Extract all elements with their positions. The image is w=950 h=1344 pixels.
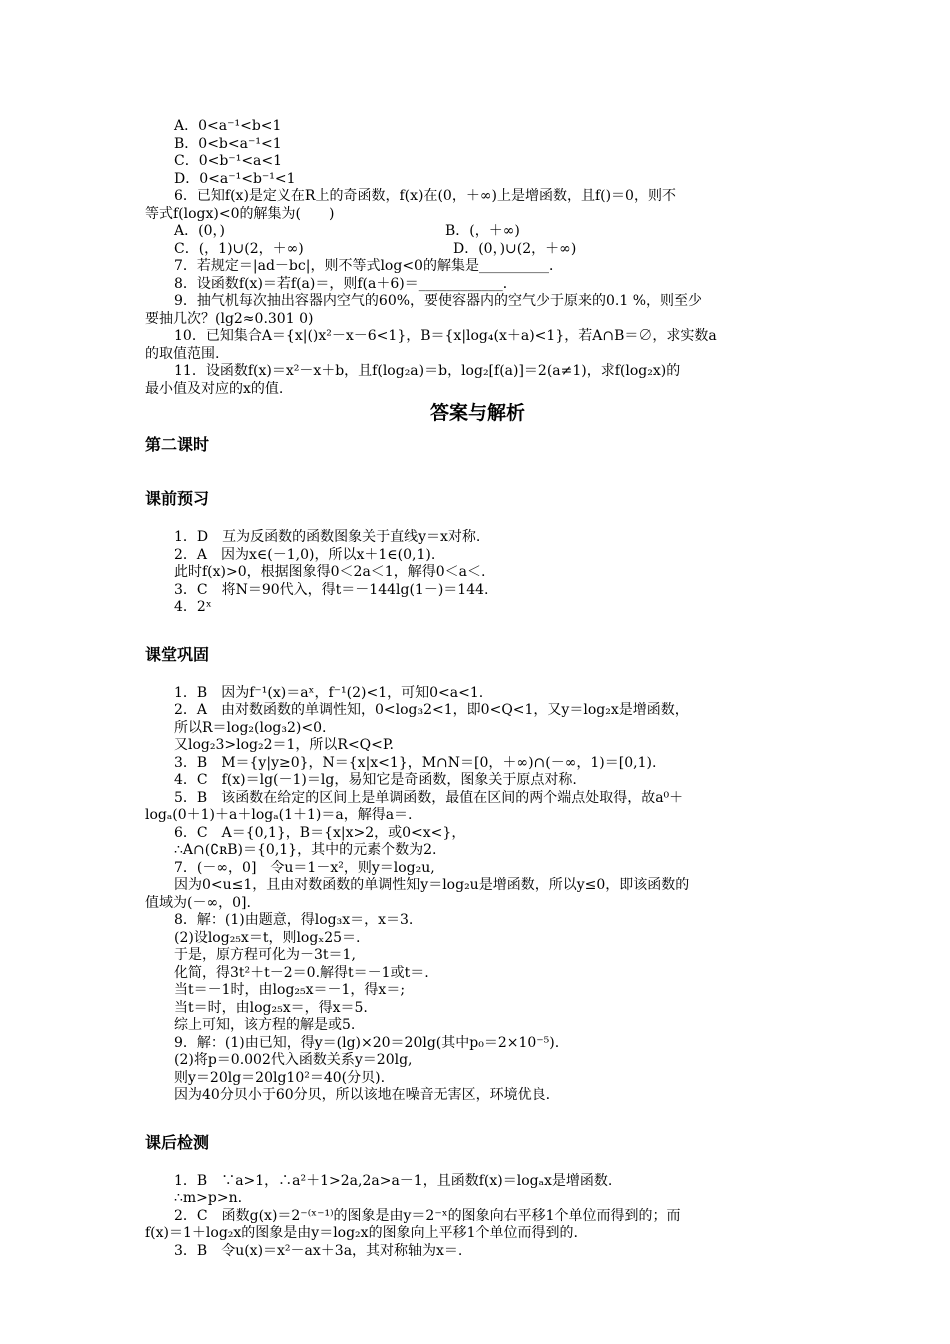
q9-cont: 要抽几次？(lg2≈0.301 0) xyxy=(145,310,314,327)
q6-option-d: D．(0，)∪(2，＋∞) xyxy=(453,240,577,257)
classroom-line: 4．C f(x)＝lg(－1)＝lg，易知它是奇函数，图象关于原点对称. xyxy=(174,772,577,788)
preview-line: 4．2ˣ xyxy=(174,599,212,615)
q6-option-a: A．(0，) xyxy=(174,223,225,239)
classroom-line: 9．解：(1)由已知，得y＝(lg)×20＝20lg(其中p₀＝2×10⁻⁵). xyxy=(174,1034,560,1051)
q5-option-d: D．0<a⁻¹<b⁻¹<1 xyxy=(174,170,296,187)
document-page xyxy=(145,118,810,1260)
q6-option-b: B．(，＋∞) xyxy=(445,223,520,239)
section-title-after-class: 课后检测 xyxy=(145,1132,210,1152)
preview-line: 3．C 将N＝90代入，得t＝－144lg(1－)＝144. xyxy=(174,581,489,598)
classroom-line: 7．(－∞，0] 令u＝1－x²，则y＝log₂u, xyxy=(174,859,435,876)
q6-options-row-2 xyxy=(145,241,810,259)
classroom-line: 综上可知，该方程的解是或5. xyxy=(174,1017,356,1033)
classroom-line: 所以R＝log₂(log₃2)<0. xyxy=(174,719,327,736)
answer-title: 答案与解析 xyxy=(429,402,525,424)
classroom-line: 于是，原方程可化为－3t＝1, xyxy=(174,947,356,963)
section-title-classroom: 课堂巩固 xyxy=(145,644,210,664)
q11-cont: 最小值及对应的x的值. xyxy=(145,380,284,397)
section-title-preview: 课前预习 xyxy=(145,489,210,508)
after-class-line: 2．C 函数g(x)＝2⁻⁽ˣ⁻¹⁾的图象是由y＝2⁻ˣ的图象向右平移1个单位而得到的；而 xyxy=(174,1207,681,1224)
after-class-line: f(x)＝1＋log₂x的图象是由y＝log₂x的图象向上平移1个单位而得到的. xyxy=(145,1225,578,1241)
classroom-line: (2)设log₂₅x＝t，则logₓ25＝. xyxy=(174,929,361,946)
preview-line: 此时f(x)>0，根据图象得0＜2a＜1，解得0＜a＜. xyxy=(174,564,486,580)
classroom-line: 1．B 因为f⁻¹(x)＝aˣ，f⁻¹(2)<1，可知0<a<1. xyxy=(174,684,484,701)
q7: 7．若规定＝|ad－bc|，则不等式log<0的解集是__________． xyxy=(174,258,563,274)
classroom-line: (2)将p＝0.002代入函数关系y＝20lg, xyxy=(174,1052,413,1068)
classroom-line: 3．B M＝{y|y≥0}，N＝{x|x<1}，M∩N＝[0，＋∞)∩(－∞，1)＝[0,1). xyxy=(174,754,657,771)
q6-option-c: C．(，1)∪(2，＋∞) xyxy=(174,240,304,257)
after-class-line: 1．B ∵a>1，∴a²＋1>2a,2a>a－1，且函数f(x)＝logₐx是增函数. xyxy=(174,1172,613,1189)
classroom-line: logₐ(0＋1)＋a＋logₐ(1＋1)＝a，解得a＝. xyxy=(145,807,413,823)
q5-option-b: B．0<b<a⁻¹<1 xyxy=(174,135,282,152)
preview-line: 1．D 互为反函数的函数图象关于直线y＝x对称. xyxy=(174,529,481,545)
classroom-line: 6．C A＝{0,1}，B＝{x|x>2，或0<x<}， xyxy=(174,824,466,841)
classroom-line: 8．解：(1)由题意，得log₃x＝，x＝3. xyxy=(174,912,414,928)
classroom-line: 又log₂3>log₂2＝1，所以R<Q<P. xyxy=(174,737,394,753)
q5-option-a: A．0<a⁻¹<b<1 xyxy=(174,118,282,134)
classroom-line: 2．A 由对数函数的单调性知，0<log₃2<1，即0<Q<1，又y＝log₂x是增函数， xyxy=(174,702,689,718)
q11: 11．设函数f(x)＝x²－x＋b，且f(log₂a)＝b，log₂[f(a)]＝2(a≠1)，求f(log₂x)的 xyxy=(174,363,681,379)
preview-line: 2．A 因为x∈(－1,0)，所以x＋1∈(0,1). xyxy=(174,546,436,563)
q9: 9．抽气机每次抽出容器内空气的60%，要使容器内的空气少于原来的0.1 %，则至少 xyxy=(174,293,703,309)
q10-cont: 的取值范围. xyxy=(145,345,220,362)
q10: 10．已知集合A＝{x|()x²－x－6<1}，B＝{x|log₄(x＋a)<1}，若A∩B＝∅，求实数a xyxy=(174,328,717,344)
lesson-title: 第二课时 xyxy=(145,435,210,454)
q6-stem: 6．已知f(x)是定义在R上的奇函数，f(x)在(0，＋∞)上是增函数，且f()＝0，则不 xyxy=(174,188,676,204)
q5-option-c: C．0<b⁻¹<a<1 xyxy=(174,153,283,169)
q6-stem-cont: 等式f(logx)<0的解集为( ) xyxy=(145,205,335,222)
classroom-line: 当t＝－1时，由log₂₅x＝－1，得x＝; xyxy=(174,982,406,998)
classroom-line: 当t＝时，由log₂₅x＝，得x＝5. xyxy=(174,999,368,1016)
after-class-line: 3．B 令u(x)＝x²－ax＋3a，其对称轴为x＝. xyxy=(174,1242,463,1259)
classroom-line: ∴A∩(∁ʀB)＝{0,1}，其中的元素个数为2. xyxy=(174,842,437,858)
classroom-line: 化简，得3t²＋t－2＝0.解得t＝－1或t＝. xyxy=(174,964,429,981)
q6-options-row-1 xyxy=(145,223,810,241)
classroom-line: 则y＝20lg＝20lg10²＝40(分贝). xyxy=(174,1069,386,1086)
after-class-line: ∴m>p>n. xyxy=(174,1190,243,1206)
classroom-line: 5．B 该函数在给定的区间上是单调函数，最值在区间的两个端点处取得，故a⁰＋ xyxy=(174,789,684,806)
classroom-line: 值域为(－∞，0]. xyxy=(145,894,251,911)
q8: 8．设函数f(x)＝若f(a)＝，则f(a＋6)＝____________． xyxy=(174,275,517,292)
classroom-line: 因为0<u≤1，且由对数函数的单调性知y＝log₂u是增函数，所以y≤0，即该函数的 xyxy=(174,877,690,893)
classroom-line: 因为40分贝小于60分贝，所以该地在噪音无害区，环境优良. xyxy=(174,1087,551,1103)
